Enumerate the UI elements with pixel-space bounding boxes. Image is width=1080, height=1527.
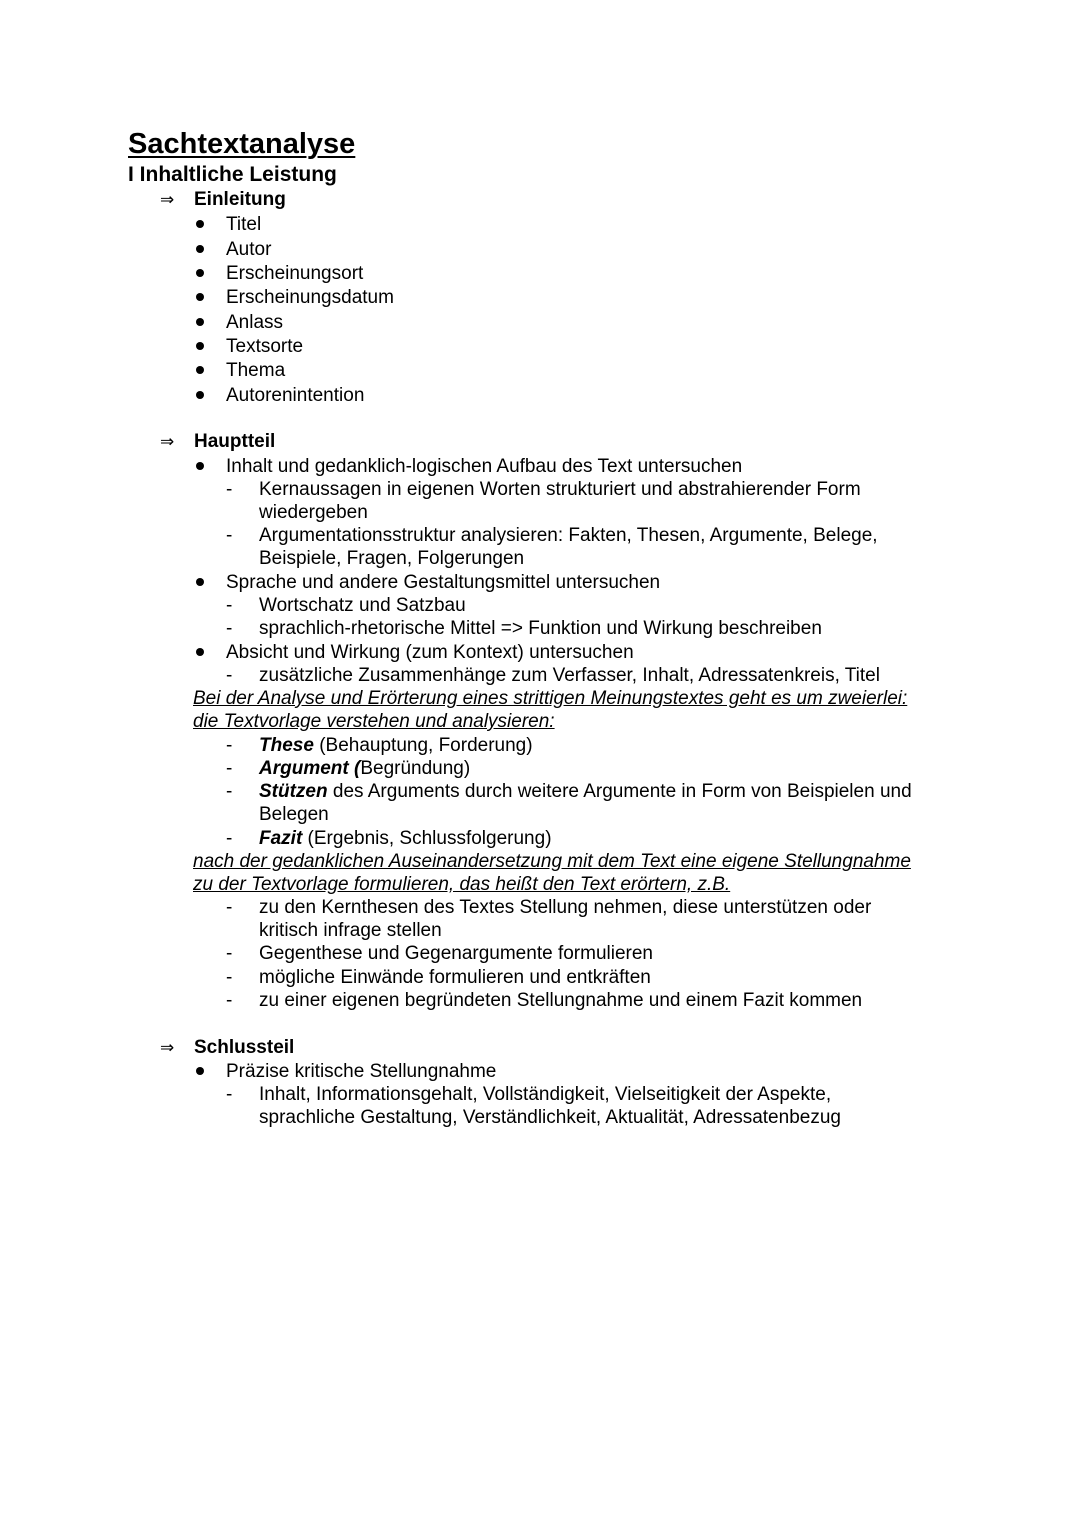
term-stuetzen bbox=[259, 780, 912, 803]
bullet-icon bbox=[196, 455, 206, 465]
hauptteil-subitem: Kernaussagen in eigenen Worten strukturiert und abstrahierender Form bbox=[259, 479, 861, 500]
einleitung-heading bbox=[160, 188, 286, 212]
page-title: Sachtextanalyse bbox=[128, 128, 356, 160]
term-argument bbox=[259, 757, 470, 780]
dash-marker: - bbox=[226, 828, 233, 849]
term-fazit bbox=[259, 827, 552, 850]
argument-term: Argument ( bbox=[259, 758, 361, 779]
hauptteil-subitem: Argumentationsstruktur analysieren: Fakten, Thesen, Argumente, Belege, bbox=[259, 525, 878, 546]
hauptteil-subitem: Wortschatz und Satzbau bbox=[259, 595, 466, 616]
stuetzen-term: Stützen bbox=[259, 781, 328, 802]
these-desc: (Behauptung, Forderung) bbox=[313, 735, 533, 756]
dash-marker: - bbox=[226, 897, 233, 918]
einleitung-label: Einleitung bbox=[194, 189, 286, 210]
einleitung-item: Thema bbox=[226, 360, 286, 381]
dash-marker: - bbox=[226, 595, 233, 616]
bullet-icon bbox=[196, 571, 206, 581]
arrow-icon: ⇒ bbox=[160, 1038, 175, 1058]
bullet-icon bbox=[196, 286, 206, 296]
dash-marker: - bbox=[226, 1084, 233, 1105]
hauptteil-bullet: Absicht und Wirkung (zum Kontext) untersuchen bbox=[226, 642, 634, 663]
schlussteil-bullet: Präzise kritische Stellungnahme bbox=[226, 1061, 497, 1082]
dash-marker: - bbox=[226, 479, 233, 500]
bullet-icon bbox=[196, 1060, 206, 1070]
these-term: These bbox=[259, 735, 314, 756]
note-analysis-line1: Bei der Analyse und Erörterung eines strittigen Meinungstextes geht es um zweierlei: bbox=[193, 688, 908, 709]
stuetzen-desc-cont: Belegen bbox=[259, 804, 329, 825]
einleitung-item: Erscheinungsdatum bbox=[226, 287, 394, 308]
hauptteil-heading bbox=[160, 430, 275, 454]
hauptteil-subitem-cont: wiedergeben bbox=[259, 502, 368, 523]
einleitung-item: Anlass bbox=[226, 312, 284, 333]
dash-marker: - bbox=[226, 967, 233, 988]
dash-marker: - bbox=[226, 758, 233, 779]
dash-marker: - bbox=[226, 618, 233, 639]
discussion-item: Gegenthese und Gegenargumente formulieren bbox=[259, 943, 653, 964]
einleitung-item: Textsorte bbox=[226, 336, 304, 357]
einleitung-item: Titel bbox=[226, 214, 262, 235]
dash-marker: - bbox=[226, 943, 233, 964]
hauptteil-subitem: sprachlich-rhetorische Mittel => Funktion und Wirkung beschreiben bbox=[259, 618, 822, 639]
discussion-item-cont: kritisch infrage stellen bbox=[259, 920, 442, 941]
schlussteil-heading bbox=[160, 1036, 294, 1060]
einleitung-item: Erscheinungsort bbox=[226, 263, 364, 284]
bullet-icon bbox=[196, 311, 206, 321]
fazit-term: Fazit bbox=[259, 828, 303, 849]
dash-marker: - bbox=[226, 781, 233, 802]
dash-marker: - bbox=[226, 735, 233, 756]
schlussteil-subitem-cont: sprachliche Gestaltung, Verständlichkeit, Aktualität, Adressatenbezug bbox=[259, 1107, 841, 1128]
hauptteil-subitem-cont: Beispiele, Fragen, Folgerungen bbox=[259, 548, 525, 569]
hauptteil-label: Hauptteil bbox=[194, 431, 276, 452]
hauptteil-subitem: zusätzliche Zusammenhänge zum Verfasser, Inhalt, Adressatenkreis, Titel bbox=[259, 665, 880, 686]
hauptteil-bullet: Sprache und andere Gestaltungsmittel untersuchen bbox=[226, 572, 661, 593]
bullet-icon bbox=[196, 213, 206, 223]
bullet-icon bbox=[196, 359, 206, 369]
section-title: I Inhaltliche Leistung bbox=[128, 163, 337, 186]
einleitung-item: Autorenintention bbox=[226, 385, 365, 406]
hauptteil-bullet: Inhalt und gedanklich-logischen Aufbau des Text untersuchen bbox=[226, 456, 743, 477]
bullet-icon bbox=[196, 384, 206, 394]
arrow-icon: ⇒ bbox=[160, 190, 175, 210]
dash-marker: - bbox=[226, 665, 233, 686]
bullet-icon bbox=[196, 641, 206, 651]
bullet-icon bbox=[196, 262, 206, 272]
dash-marker: - bbox=[226, 990, 233, 1011]
discussion-item: mögliche Einwände formulieren und entkräften bbox=[259, 967, 651, 988]
fazit-desc: (Ergebnis, Schlussfolgerung) bbox=[302, 828, 552, 849]
arrow-icon: ⇒ bbox=[160, 432, 175, 452]
bullet-icon bbox=[196, 335, 206, 345]
stuetzen-desc: des Arguments durch weitere Argumente in Form von Beispielen und bbox=[327, 781, 912, 802]
dash-marker: - bbox=[226, 525, 233, 546]
schlussteil-subitem: Inhalt, Informationsgehalt, Vollständigkeit, Vielseitigkeit der Aspekte, bbox=[259, 1084, 832, 1105]
note-discussion-line2: zu der Textvorlage formulieren, das heißt den Text erörtern, z.B. bbox=[193, 874, 731, 895]
note-discussion-line1: nach der gedanklichen Auseinandersetzung mit dem Text eine eigene Stellungnahme bbox=[193, 851, 911, 872]
argument-desc: Begründung) bbox=[360, 758, 471, 779]
discussion-item: zu den Kernthesen des Textes Stellung nehmen, diese unterstützen oder bbox=[259, 897, 872, 918]
note-analysis-line2: die Textvorlage verstehen und analysieren: bbox=[193, 711, 555, 732]
schlussteil-label: Schlussteil bbox=[194, 1037, 295, 1058]
bullet-icon bbox=[196, 238, 206, 248]
term-these bbox=[259, 734, 533, 757]
discussion-item: zu einer eigenen begründeten Stellungnahme und einem Fazit kommen bbox=[259, 990, 863, 1011]
einleitung-item: Autor bbox=[226, 239, 272, 260]
